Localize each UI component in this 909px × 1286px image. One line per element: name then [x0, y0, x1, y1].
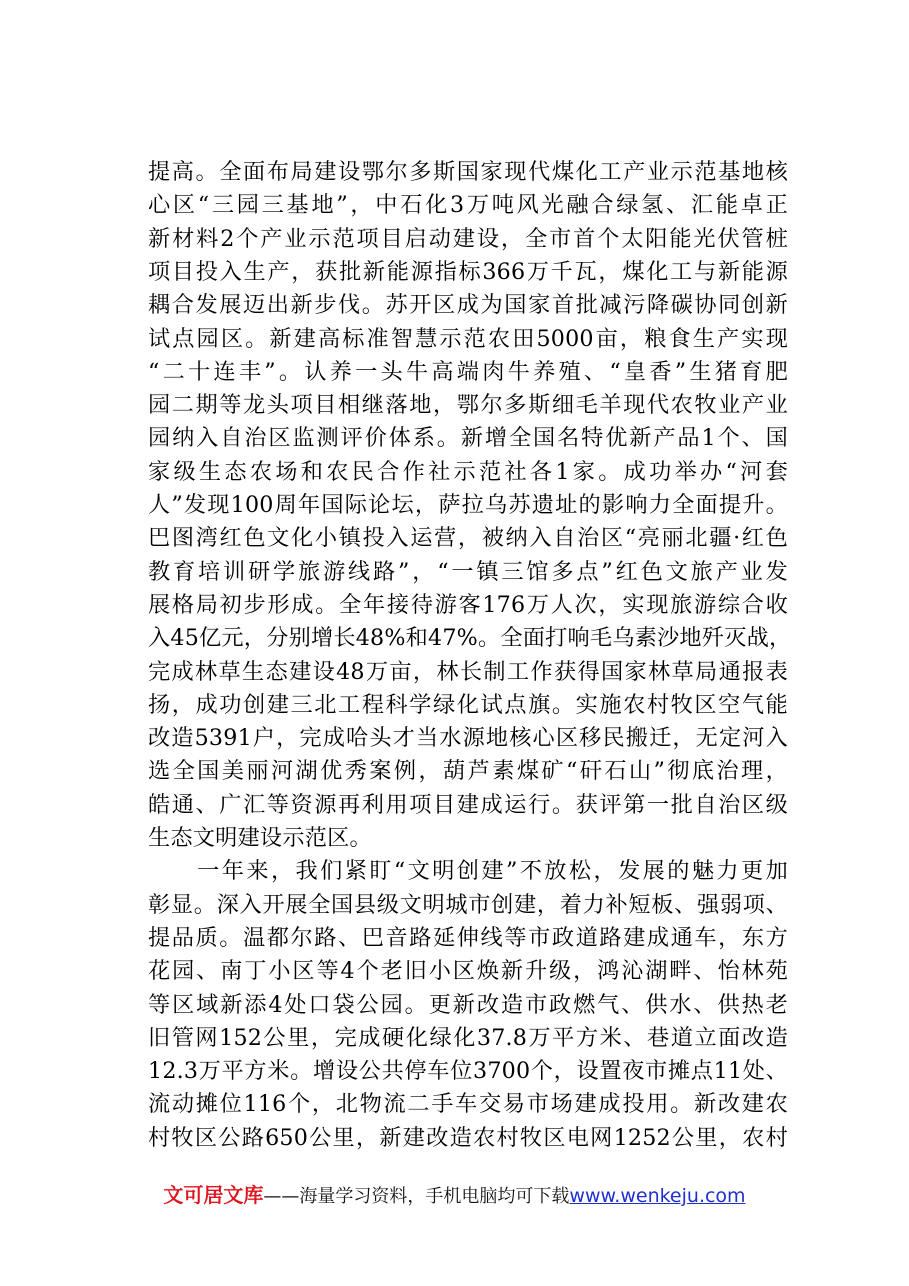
text-line: 提品质。温都尔路、巴音路延伸线等市政道路建成通车，东方 — [148, 924, 788, 951]
text-line: 新材料2个产业示范项目启动建设，全市首个太阳能光伏管桩 — [148, 225, 788, 252]
text-line: 人”发现100周年国际论坛，萨拉乌苏遗址的影响力全面提升。 — [148, 492, 788, 518]
text-line: 生态文明建设示范区。 — [148, 825, 372, 851]
footer-banner — [0, 1180, 909, 1212]
text-line: 彰显。深入开展全国县级文明城市创建，着力补短板、强弱项、 — [148, 891, 788, 918]
text-line: 心区“三园三基地”，中石化3万吨风光融合绿氢、汇能卓正 — [148, 192, 788, 219]
text-line: 等区域新添4处口袋公园。更新改造市政燃气、供水、供热老 — [148, 991, 788, 1018]
text-line: 耦合发展迈出新步伐。苏开区成为国家首批减污降碳协同创新 — [148, 292, 788, 319]
text-line: 园二期等龙头项目相继落地，鄂尔多斯细毛羊现代农牧业产业 — [148, 392, 788, 419]
paragraph-start-line: 一年来，我们紧盯“文明创建”不放松，发展的魅力更加 — [148, 858, 788, 885]
text-line: “二十连丰”。认养一头牛高端肉牛养殖、“皇香”生猪育肥 — [148, 358, 788, 385]
text-line: 改造5391户，完成哈头才当水源地核心区移民搬迁，无定河入 — [148, 725, 788, 752]
text-line: 试点园区。新建高标准智慧示范农田5000亩，粮食生产实现 — [148, 325, 788, 352]
text-line: 旧管网152公里，完成硬化绿化37.8万平方米、巷道立面改造 — [148, 1024, 788, 1051]
text-line: 12.3万平方米。增设公共停车位3700个，设置夜市摊点11处、 — [148, 1058, 788, 1085]
text-line: 家级生态农场和农民合作社示范社各1家。成功举办“河套 — [148, 458, 788, 485]
text-line: 项目投入生产，获批新能源指标366万千瓦，煤化工与新能源 — [148, 258, 788, 285]
text-line: 村牧区公路650公里，新建改造农村牧区电网1252公里，农村 — [148, 1124, 788, 1151]
text-line: 选全国美丽河湖优秀案例，葫芦素煤矿“矸石山”彻底治理， — [148, 758, 788, 785]
text-line: 花园、南丁小区等4个老旧小区焕新升级，鸿沁湖畔、怡林苑 — [148, 958, 788, 985]
text-line: 教育培训研学旅游线路”，“一镇三馆多点”红色文旅产业发 — [148, 558, 788, 585]
text-line: 扬，成功创建三北工程科学绿化试点旗。实施农村牧区空气能 — [148, 691, 788, 718]
text-line: 展格局初步形成。全年接待游客176万人次，实现旅游综合收 — [148, 591, 788, 618]
text-line: 流动摊位116个，北物流二手车交易市场建成投用。新改建农 — [148, 1091, 788, 1118]
site-link[interactable]: www.wenkeju.com — [569, 1185, 746, 1207]
brand-name: 文可居文库 — [163, 1183, 264, 1207]
text-line: 园纳入自治区监测评价体系。新增全国名特优新产品1个、国 — [148, 425, 788, 452]
text-line: 提高。全面布局建设鄂尔多斯国家现代煤化工产业示范基地核 — [148, 159, 788, 185]
footer-slogan: ——海量学习资料，手机电脑均可下载 — [263, 1186, 570, 1207]
text-line: 完成林草生态建设48万亩，林长制工作获得国家林草局通报表 — [148, 658, 788, 685]
text-line: 巴图湾红色文化小镇投入运营，被纳入自治区“亮丽北疆·红色 — [148, 525, 788, 552]
text-line: 入45亿元，分别增长48%和47%。全面打响毛乌素沙地歼灭战， — [148, 625, 792, 652]
text-line: 皓通、广汇等资源再利用项目建成运行。获评第一批自治区级 — [148, 791, 788, 818]
